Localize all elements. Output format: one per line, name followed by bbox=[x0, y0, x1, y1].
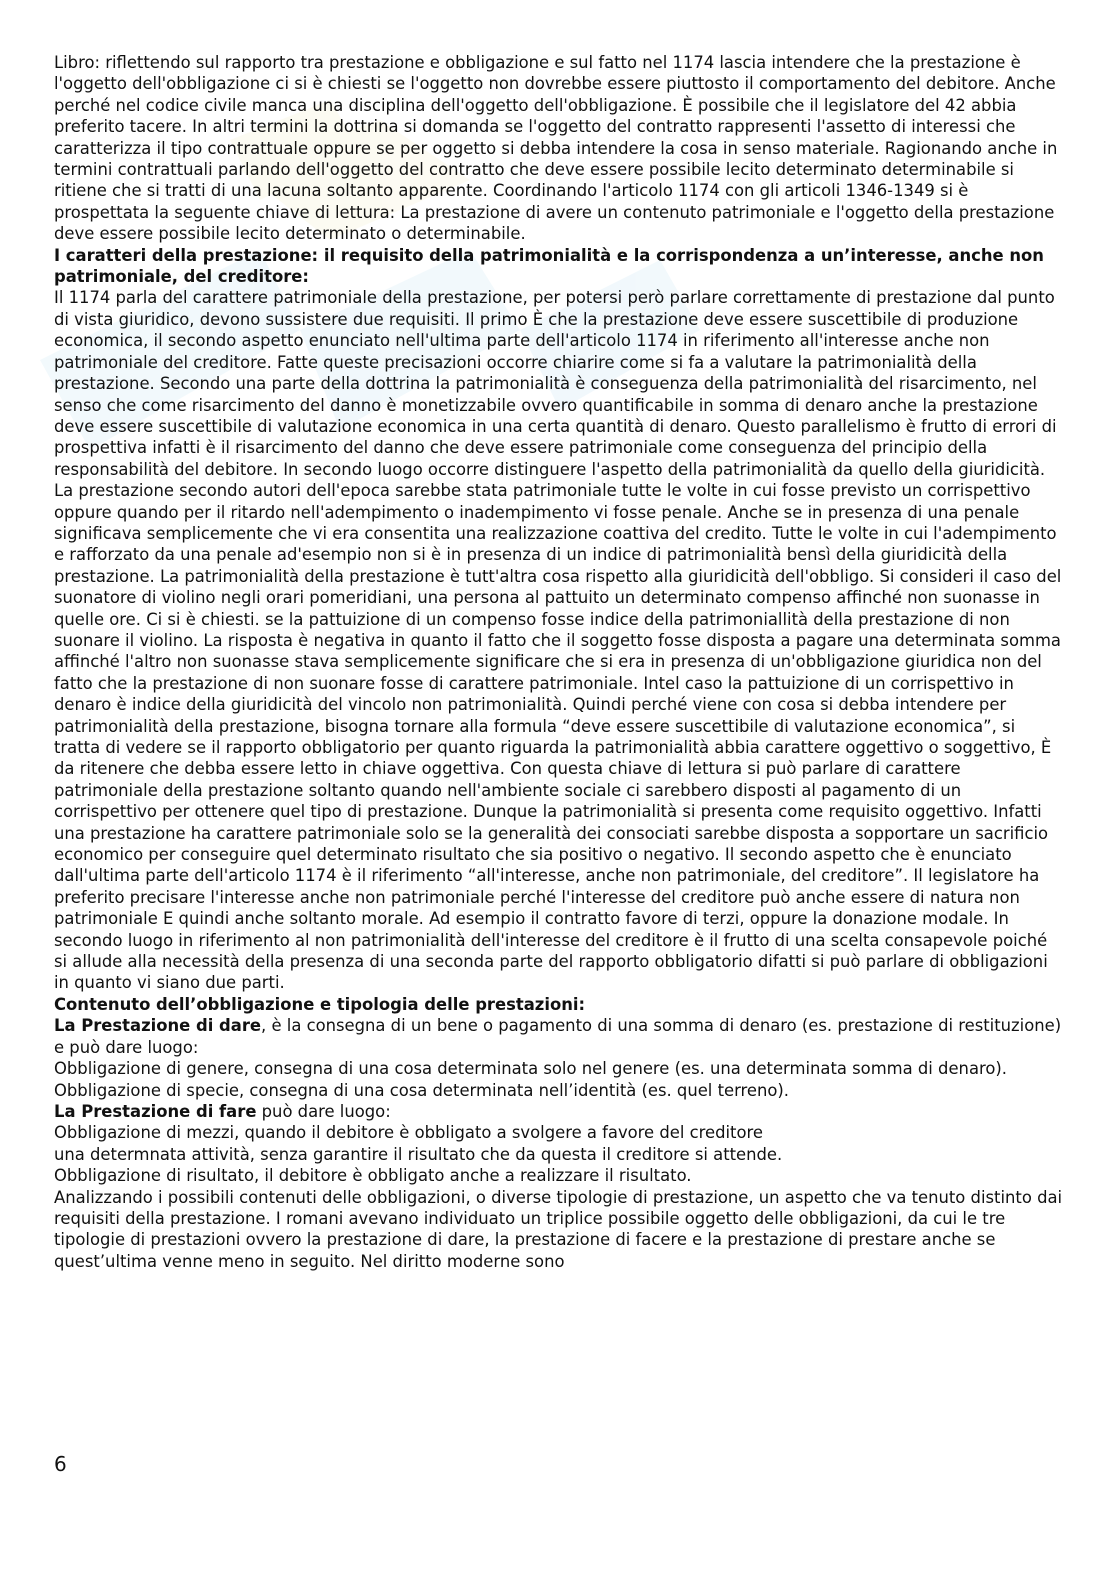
paragraph-analisi: Analizzando i possibili contenuti delle obbligazioni, o diverse tipologie di prestazione, un aspetto che va tenuto distinto dai requisiti della prestazione. I romani avevano individuato un triplice possibile oggetto delle obbligazioni, da cui le tre tipologie di prestazioni ovvero la prestazione di dare, la prestazione di facere e la prestazione di prestare anche se quest’ultima venne meno in seguito. Nel diritto moderne sono bbox=[54, 1187, 1063, 1271]
paragraph-intro: Libro: riflettendo sul rapporto tra prestazione e obbligazione e sul fatto nel 1174 lascia intendere che la prestazione è l'oggetto dell'obbligazione ci si è chiesti se l'oggetto non dovrebbe essere piuttosto il comportamento del debitore. Anche perché nel codice civile manca una disciplina dell'oggetto dell'obbligazione. È possibile che il legislatore del 42 abbia preferito tacere. In altri termini la dottrina si domanda se l'oggetto del contratto rappresenti l'assetto di interessi che caratterizza il tipo contrattuale oppure se per oggetto si debba intendere la cosa in senso materiale. Ragionando anche in termini contrattuali parlando dell'oggetto del contratto che deve essere possibile lecito determinato determinabile si ritiene che si tratti di una lacuna soltanto apparente. Coordinando l'articolo 1174 con gli articoli 1346-1349 si è prospettata la seguente chiave di lettura: La prestazione di avere un contenuto patrimoniale e l'oggetto della prestazione deve essere possibile lecito determinato o determinabile. bbox=[54, 53, 1058, 244]
paragraph-mezzi-2: una determnata attività, senza garantire il risultato che da questa il creditore si attende. bbox=[54, 1144, 783, 1164]
heading-contenuto: Contenuto dell’obbligazione e tipologia delle prestazioni: bbox=[54, 994, 586, 1014]
paragraph-specie: Obbligazione di specie, consegna di una cosa determinata nell’identità (es. quel terreno). bbox=[54, 1080, 790, 1100]
document-page bbox=[54, 52, 1064, 1272]
fare-description: può dare luogo: bbox=[256, 1101, 391, 1121]
dare-description: , è la consegna di un bene o pagamento di una somma di denaro (es. prestazione di restituzione) e può dare luogo: bbox=[54, 1016, 1062, 1057]
paragraph-patrimonialita: Il 1174 parla del carattere patrimoniale della prestazione, per potersi però parlare correttamente di prestazione dal punto di vista giuridico, devono sussistere due requisiti. Il primo È che la prestazione deve essere suscettibile di produzione economica, il secondo aspetto enunciato nell'ultima parte dell'articolo 1174 in riferimento all'interesse anche non patrimoniale del creditore. Fatte queste precisazioni occorre chiarire come si fa a valutare la patrimonialità della prestazione. Secondo una parte della dottrina la patrimonialità è conseguenza della patrimonialità del risarcimento, nel senso che come risarcimento del danno è monetizzabile ovvero quantificabile in somma di denaro anche la prestazione deve essere suscettibile di valutazione economica in una certa quantità di denaro. Questo parallelismo è frutto di errori di prospettiva infatti è il risarcimento del danno che deve essere patrimoniale come conseguenza del principio della responsabilità del debitore. In secondo luogo occorre distinguere l'aspetto della patrimonialità da quello della giuridicità. La prestazione secondo autori dell'epoca sarebbe stata patrimoniale tutte le volte in cui fosse previsto un corrispettivo oppure quando per il ritardo nell'adempimento o inadempimento vi fosse penale. Anche se in presenza di una penale significava semplicemente che vi era consentita una realizzazione coattiva del credito. Tutte le volte in cui l'adempimento e rafforzato da una penale ad'esempio non si è in presenza di un indice di patrimonialità bensì della giuridicità della prestazione. La patrimonialità della prestazione è tutt'altra cosa rispetto alla giuridicità dell'obbligo. Si consideri il caso del suonatore di violino negli orari pomeridiani, una persona al pattuito un determinato compenso affinché non suonasse in quelle ore. Ci si è chiesti. se la pattuizione di un compenso fosse indice della patrimoniallità della prestazione di non suonare il violino. La risposta è negativa in quanto il fatto che il soggetto fosse disposta a pagare una determinata somma affinché l'altro non suonasse stava semplicemente significare che si era in presenza di un'obbligazione giuridica non del fatto che la prestazione di non suonare fosse di carattere patrimoniale. Intel caso la pattuizione di un corrispettivo in denaro è indice della giuridicità del vincolo non patrimonialità. Quindi perché viene con cosa si debba intendere per patrimonialità della prestazione, bisogna tornare alla formula “deve essere suscettibile di valutazione economica”, si tratta di vedere se il rapporto obbligatorio per quanto riguarda la patrimonialità abbia carattere oggettivo o soggettivo, È da ritenere che debba essere letto in chiave oggettiva. Con questa chiave di lettura si può parlare di carattere patrimoniale della prestazione soltanto quando nell'ambiente sociale ci sarebbero disposti al pagamento di un corrispettivo per ottenere quel tipo di prestazione. Dunque la patrimonialità si presenta come requisito oggettivo. Infatti una prestazione ha carattere patrimoniale solo se la generalità dei consociati sarebbe disposta a sopportare un sacrificio economico per conseguire quel determinato risultato che sia positivo o negativo. Il secondo aspetto che è enunciato dall'ultima parte dell'articolo 1174 è il riferimento “all'interesse, anche non patrimoniale, del creditore”. Il legislatore ha preferito precisare l'interesse anche non patrimoniale perché l'interesse del creditore può anche essere di natura non patrimoniale E quindi anche soltanto morale. Ad esempio il contratto favore di terzi, oppure la donazione modale. In secondo luogo in riferimento al non patrimonialità dell'interesse del creditore è il frutto di una scelta consapevole poiché si allude alla necessità della presenza di una seconda parte del rapporto obbligatorio difatti si può parlare di obbligazioni in quanto vi siano due parti. bbox=[54, 288, 1062, 993]
paragraph-dare bbox=[54, 1015, 1064, 1058]
term-prestazione-fare: La Prestazione di fare bbox=[54, 1101, 257, 1121]
term-prestazione-dare: La Prestazione di dare bbox=[54, 1016, 262, 1036]
page-number: 6 bbox=[54, 1452, 67, 1476]
paragraph-risultato: Obbligazione di risultato, il debitore è obbligato anche a realizzare il risultato. bbox=[54, 1166, 692, 1186]
paragraph-fare bbox=[54, 1101, 1064, 1122]
heading-caratteri: I caratteri della prestazione: il requisito della patrimonialità e la corrispondenza a un’interesse, anche non patrimoniale, del creditore: bbox=[54, 245, 1044, 287]
paragraph-mezzi-1: Obbligazione di mezzi, quando il debitore è obbligato a svolgere a favore del creditore bbox=[54, 1123, 763, 1143]
paragraph-genere: Obbligazione di genere, consegna di una cosa determinata solo nel genere (es. una determinata somma di denaro). bbox=[54, 1059, 1007, 1079]
